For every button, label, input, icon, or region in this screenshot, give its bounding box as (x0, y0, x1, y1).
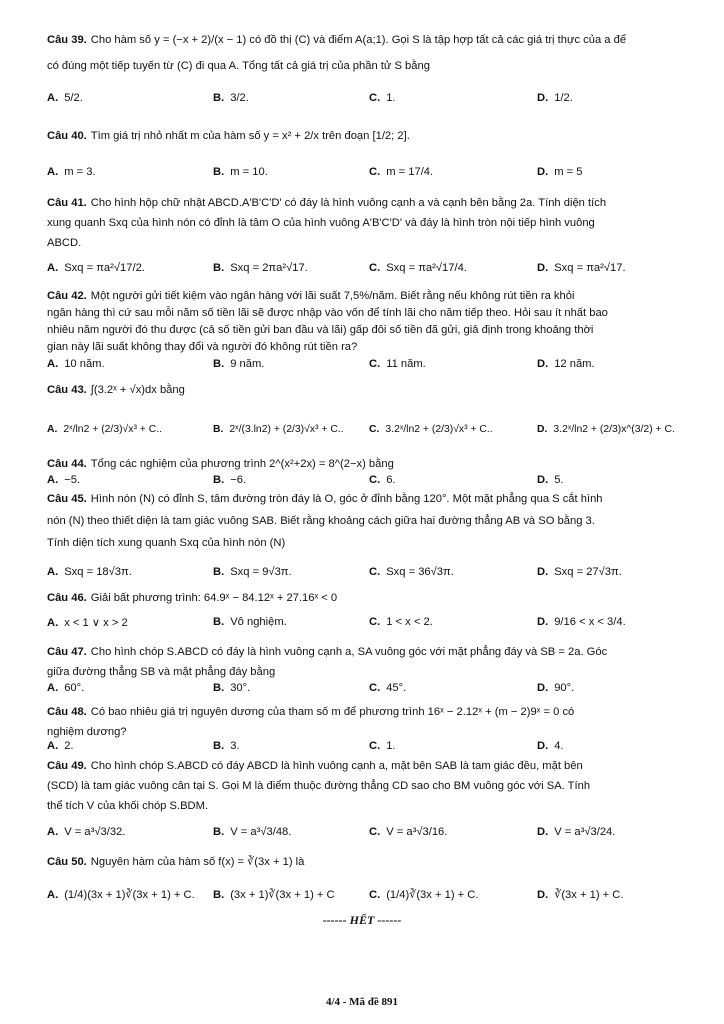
option-a: A. 2. (47, 740, 74, 752)
options-46 (47, 616, 697, 638)
question-39 (47, 30, 687, 76)
option-c: C. 1 < x < 2. (369, 616, 433, 628)
option-d: D. ∛(3x + 1) + C. (537, 889, 624, 901)
question-40: Câu 40. Tìm giá trị nhỏ nhất m của hàm số y = x² + 2/x trên đoạn [1/2; 2]. (47, 130, 410, 142)
option-a: A. (1/4)(3x + 1)∛(3x + 1) + C. (47, 889, 195, 901)
option-d: D. 3.2ˣ/ln2 + (2/3)x^(3/2) + C. (537, 424, 675, 435)
option-d: D. Sxq = 27√3π. (537, 566, 622, 578)
option-a: A. 10 năm. (47, 358, 105, 370)
option-d: D. 5. (537, 474, 564, 486)
option-b: B. m = 10. (213, 166, 268, 178)
option-b: B. 9 năm. (213, 358, 265, 370)
question-46: Câu 46. Giải bất phương trình: 64.9ˣ − 84.12ˣ + 27.16ˣ < 0 (47, 592, 338, 604)
option-c: C. 11 năm. (369, 358, 426, 370)
option-b: B. Vô nghiệm. (213, 616, 287, 628)
option-b: B. −6. (213, 474, 247, 486)
options-45 (47, 566, 697, 588)
option-c: C. Sxq = πa²√17/4. (369, 262, 467, 274)
option-d: D. m = 5 (537, 166, 583, 178)
option-c: C. 1. (369, 92, 396, 104)
option-b: B. 2ˣ/(3.ln2) + (2/3)√x³ + C.. (213, 424, 344, 435)
options-50 (47, 888, 697, 910)
option-d: D. 9/16 < x < 3/4. (537, 616, 626, 628)
option-a: A. x < 1 ∨ x > 2 (47, 617, 128, 629)
question-text: có đúng một tiếp tuyến từ (C) đi qua A. Tổng tất cả giá trị của phần tử S bằng (47, 60, 430, 72)
question-41: Câu 41. Cho hình hộp chữ nhật ABCD.A'B'C'D' có đáy là hình vuông cạnh a và cạnh bên bằng 2a. Tính diện tích xung quanh Sxq của hình nón có đỉnh là tâm O của hình vuông A'B'C'D' và đáy là hình tròn nội tiếp hình vuông ABCD. (47, 197, 607, 249)
option-b: B. Sxq = 2πa²√17. (213, 262, 308, 274)
options-40 (47, 166, 697, 188)
option-a: A. V = a³√3/32. (47, 826, 126, 838)
question-49: Câu 49. Cho hình chóp S.ABCD có đáy ABCD là hình vuông cạnh a, mặt bên SAB là tam giác đều, mặt bên (SCD) là tam giác vuông cân tại S. Gọi M là điểm thuộc đường thẳng CD sao cho BM vuông góc với SA. Tính thể tích V của khối chóp S.BDM. (47, 760, 591, 812)
options-47 (47, 682, 697, 704)
option-b: B. 3/2. (213, 92, 249, 104)
option-d: D. 1/2. (537, 92, 573, 104)
question-48: Câu 48. Có bao nhiêu giá trị nguyên dương của tham số m để phương trình 16ˣ − 2.12ˣ + (m − 2)9ˣ = 0 có nghiệm dương? (47, 706, 575, 738)
option-c: C. (1/4)∛(3x + 1) + C. (369, 889, 479, 901)
question-42: Câu 42. Một người gửi tiết kiệm vào ngân hàng với lãi suất 7,5%/năm. Biết rằng nếu không rút tiền ra khỏi ngân hàng thì cứ sau mỗi năm số tiền lãi sẽ được nhập vào vốn để tính lãi cho năm tiếp theo. Hỏi sau ít nhất bao nhiêu năm người đó thu được (cả số tiền gửi ban đầu và lãi) gấp đôi số tiền đã gửi, giả định trong khoảng thời gian này lãi suất không thay đổi và người đó không rút tiền ra? (47, 290, 608, 353)
page-footer: 4/4 - Mã đề 891 (325, 996, 399, 1008)
question-45: Câu 45. Hình nón (N) có đỉnh S, tâm đường tròn đáy là O, góc ở đỉnh bằng 120°. Một mặt phẳng qua S cắt hình nón (N) theo thiết diện là tam giác vuông SAB. Biết rằng khoảng cách giữa hai đường thẳng AB và SO bằng 3. Tính diện tích xung quanh Sxq của hình nón (N) (47, 493, 603, 549)
option-d: D. Sxq = πa²√17. (537, 262, 626, 274)
question-44: Câu 44. Tổng các nghiệm của phương trình 2^(x²+2x) = 8^(2−x) bằng (47, 458, 394, 470)
option-a: A. 5/2. (47, 92, 83, 104)
option-c: C. 45°. (369, 682, 407, 694)
options-49 (47, 826, 697, 848)
question-43: Câu 43. ∫(3.2ˣ + √x)dx bằng (47, 384, 185, 396)
option-b: B. V = a³√3/48. (213, 826, 292, 838)
option-c: C. Sxq = 36√3π. (369, 566, 454, 578)
options-41 (47, 262, 697, 284)
question-text: Cho hàm số y = (−x + 2)/(x − 1) có đồ thị (C) và điểm A(a;1). Gọi S là tập hợp tất cả các giá trị thực của a để (90, 34, 627, 46)
option-a: A. Sxq = 18√3π. (47, 566, 132, 578)
option-b: B. (3x + 1)∛(3x + 1) + C (213, 889, 335, 901)
option-b: B. 3. (213, 740, 240, 752)
option-a: A. Sxq = πa²√17/2. (47, 262, 145, 274)
option-a: A. −5. (47, 474, 81, 486)
option-c: C. 3.2ˣ/ln2 + (2/3)√x³ + C.. (369, 424, 493, 435)
option-b: B. 30°. (213, 682, 251, 694)
option-d: D. 12 năm. (537, 358, 595, 370)
option-b: B. Sxq = 9√3π. (213, 566, 292, 578)
option-d: D. V = a³√3/24. (537, 826, 616, 838)
option-a: A. 60°. (47, 682, 85, 694)
option-a: A. 2ˣ/ln2 + (2/3)√x³ + C.. (47, 424, 163, 435)
option-c: C. V = a³√3/16. (369, 826, 448, 838)
option-a: A. m = 3. (47, 166, 96, 178)
option-d: D. 4. (537, 740, 564, 752)
options-39 (47, 92, 697, 114)
question-47: Câu 47. Cho hình chóp S.ABCD có đáy là hình vuông cạnh a, SA vuông góc với mặt phẳng đáy và SB = 2a. Góc giữa đường thẳng SB và mặt phẳng đáy bằng (47, 646, 608, 678)
end-marker: ------ HẾT ------ (322, 913, 402, 927)
question-50: Câu 50. Nguyên hàm của hàm số f(x) = ∛(3x + 1) là (47, 856, 305, 868)
option-c: C. 6. (369, 474, 396, 486)
option-c: C. 1. (369, 740, 396, 752)
options-43 (47, 424, 697, 446)
option-d: D. 90°. (537, 682, 575, 694)
option-c: C. m = 17/4. (369, 166, 434, 178)
options-42 (47, 358, 697, 380)
question-number: Câu 39. (47, 34, 87, 46)
